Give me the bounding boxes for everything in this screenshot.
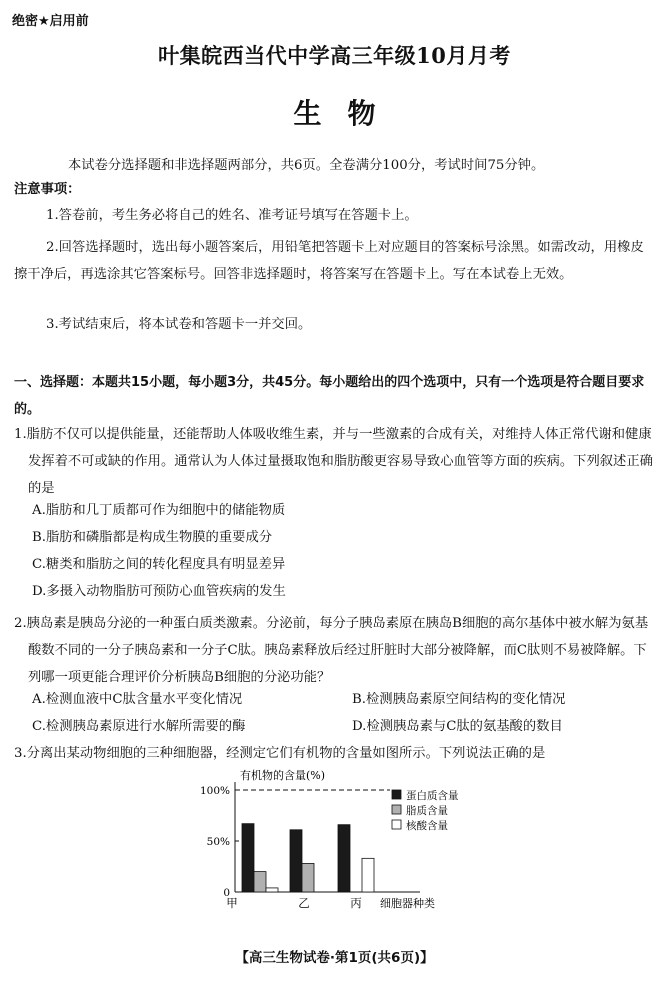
y-tick-0: 0 [223,887,230,899]
bar-bing-series-3 [362,858,374,892]
subject-title: 生物 [293,97,402,130]
legend-swatch-3 [392,820,401,829]
x-category-bing: 丙 [350,896,362,910]
note-item-3: 3.考试结束后，将本试卷和答题卡一并交回。 [46,317,312,332]
question-2-option-d: D.检测胰岛素与C肽的氨基酸的数目 [352,719,563,734]
question-1-stem: 1.脂肪不仅可以提供能量，还能帮助人体吸收维生素，并与一些激素的合成有关，对维持人体正常代谢和健康发挥着不可或缺的作用。通常认为人体过量摄取饱和脂肪酸更容易导致心血管等方面的疾病。下列叙述正确的是 [14,427,653,496]
question-2-option-b: B.检测胰岛素原空间结构的变化情况 [352,692,566,707]
question-3-stem: 3.分离出某动物细胞的三种细胞器，经测定它们有机物的含量如图所示。下列说法正确的是 [14,746,546,761]
x-axis-label: 细胞器种类 [380,897,435,910]
question-2-option-a: A.检测血液中C肽含量水平变化情况 [32,692,243,707]
y-tick-50: 50% [206,836,230,848]
bar-jia-series-1 [242,824,254,892]
question-1-option-c: C.糖类和脂肪之间的转化程度具有明显差异 [32,557,286,572]
bar-yi-series-1 [290,830,302,892]
section1-heading: 一、选择题：本题共15小题，每小题3分，共45分。每小题给出的四个选项中，只有一个选项是符合题目要求的。 [14,375,645,417]
exam-title: 叶集皖西当代中学高三年级10月月考 [158,43,511,68]
page-footer: 【高三生物试卷·第1页(共6页)】 [235,950,434,966]
bar-jia-series-3 [266,888,278,892]
note-item-2: 2.回答选择题时，选出每小题答案后，用铅笔把答题卡上对应题目的答案标号涂黑。如需改动，用橡皮擦干净后，再选涂其它答案标号。回答非选择题时，将答案写在答题卡上。写在本试卷上无效。 [14,240,644,282]
organelle-content-chart [190,768,490,910]
question-1-option-a: A.脂肪和几丁质都可作为细胞中的储能物质 [32,503,286,518]
secret-label: 绝密★启用前 [12,14,89,29]
question-2-option-c: C.检测胰岛素原进行水解所需要的酶 [32,719,246,734]
bar-jia-series-2 [254,872,266,892]
legend-label-3: 核酸含量 [406,820,448,832]
bars-group [242,824,374,892]
x-category-yi: 乙 [298,896,310,910]
y-axis-label: 有机物的含量(%) [240,769,326,782]
question-2-stem: 2.胰岛素是胰岛分泌的一种蛋白质类激素。分泌前，每分子胰岛素原在胰岛B细胞的高尔基体中被水解为氨基酸数不同的一分子胰岛素和一分子C肽。胰岛素释放后经过肝脏时大部分被降解，而C肽则不易被降解。下列哪一项更能合理评价分析胰岛B细胞的分泌功能？ [14,616,649,685]
legend-swatch-2 [392,805,401,814]
y-tick-100: 100% [199,785,230,797]
legend-label-1: 蛋白质含量 [406,790,459,802]
question-1-option-b: B.脂肪和磷脂都是构成生物膜的重要成分 [32,530,273,545]
legend-label-2: 脂质含量 [406,805,448,817]
bar-yi-series-2 [302,863,314,892]
legend-swatch-1 [392,790,401,799]
intro-text: 本试卷分选择题和非选择题两部分，共6页。全卷满分100分，考试时间75分钟。 [68,158,545,173]
bar-bing-series-1 [338,825,350,892]
notes-heading: 注意事项： [14,182,81,197]
x-category-jia: 甲 [226,896,238,910]
chart-legend [392,789,459,832]
note-item-1: 1.答卷前，考生务必将自己的姓名、准考证号填写在答题卡上。 [46,208,418,223]
question-1-option-d: D.多摄入动物脂肪可预防心血管疾病的发生 [32,584,286,599]
